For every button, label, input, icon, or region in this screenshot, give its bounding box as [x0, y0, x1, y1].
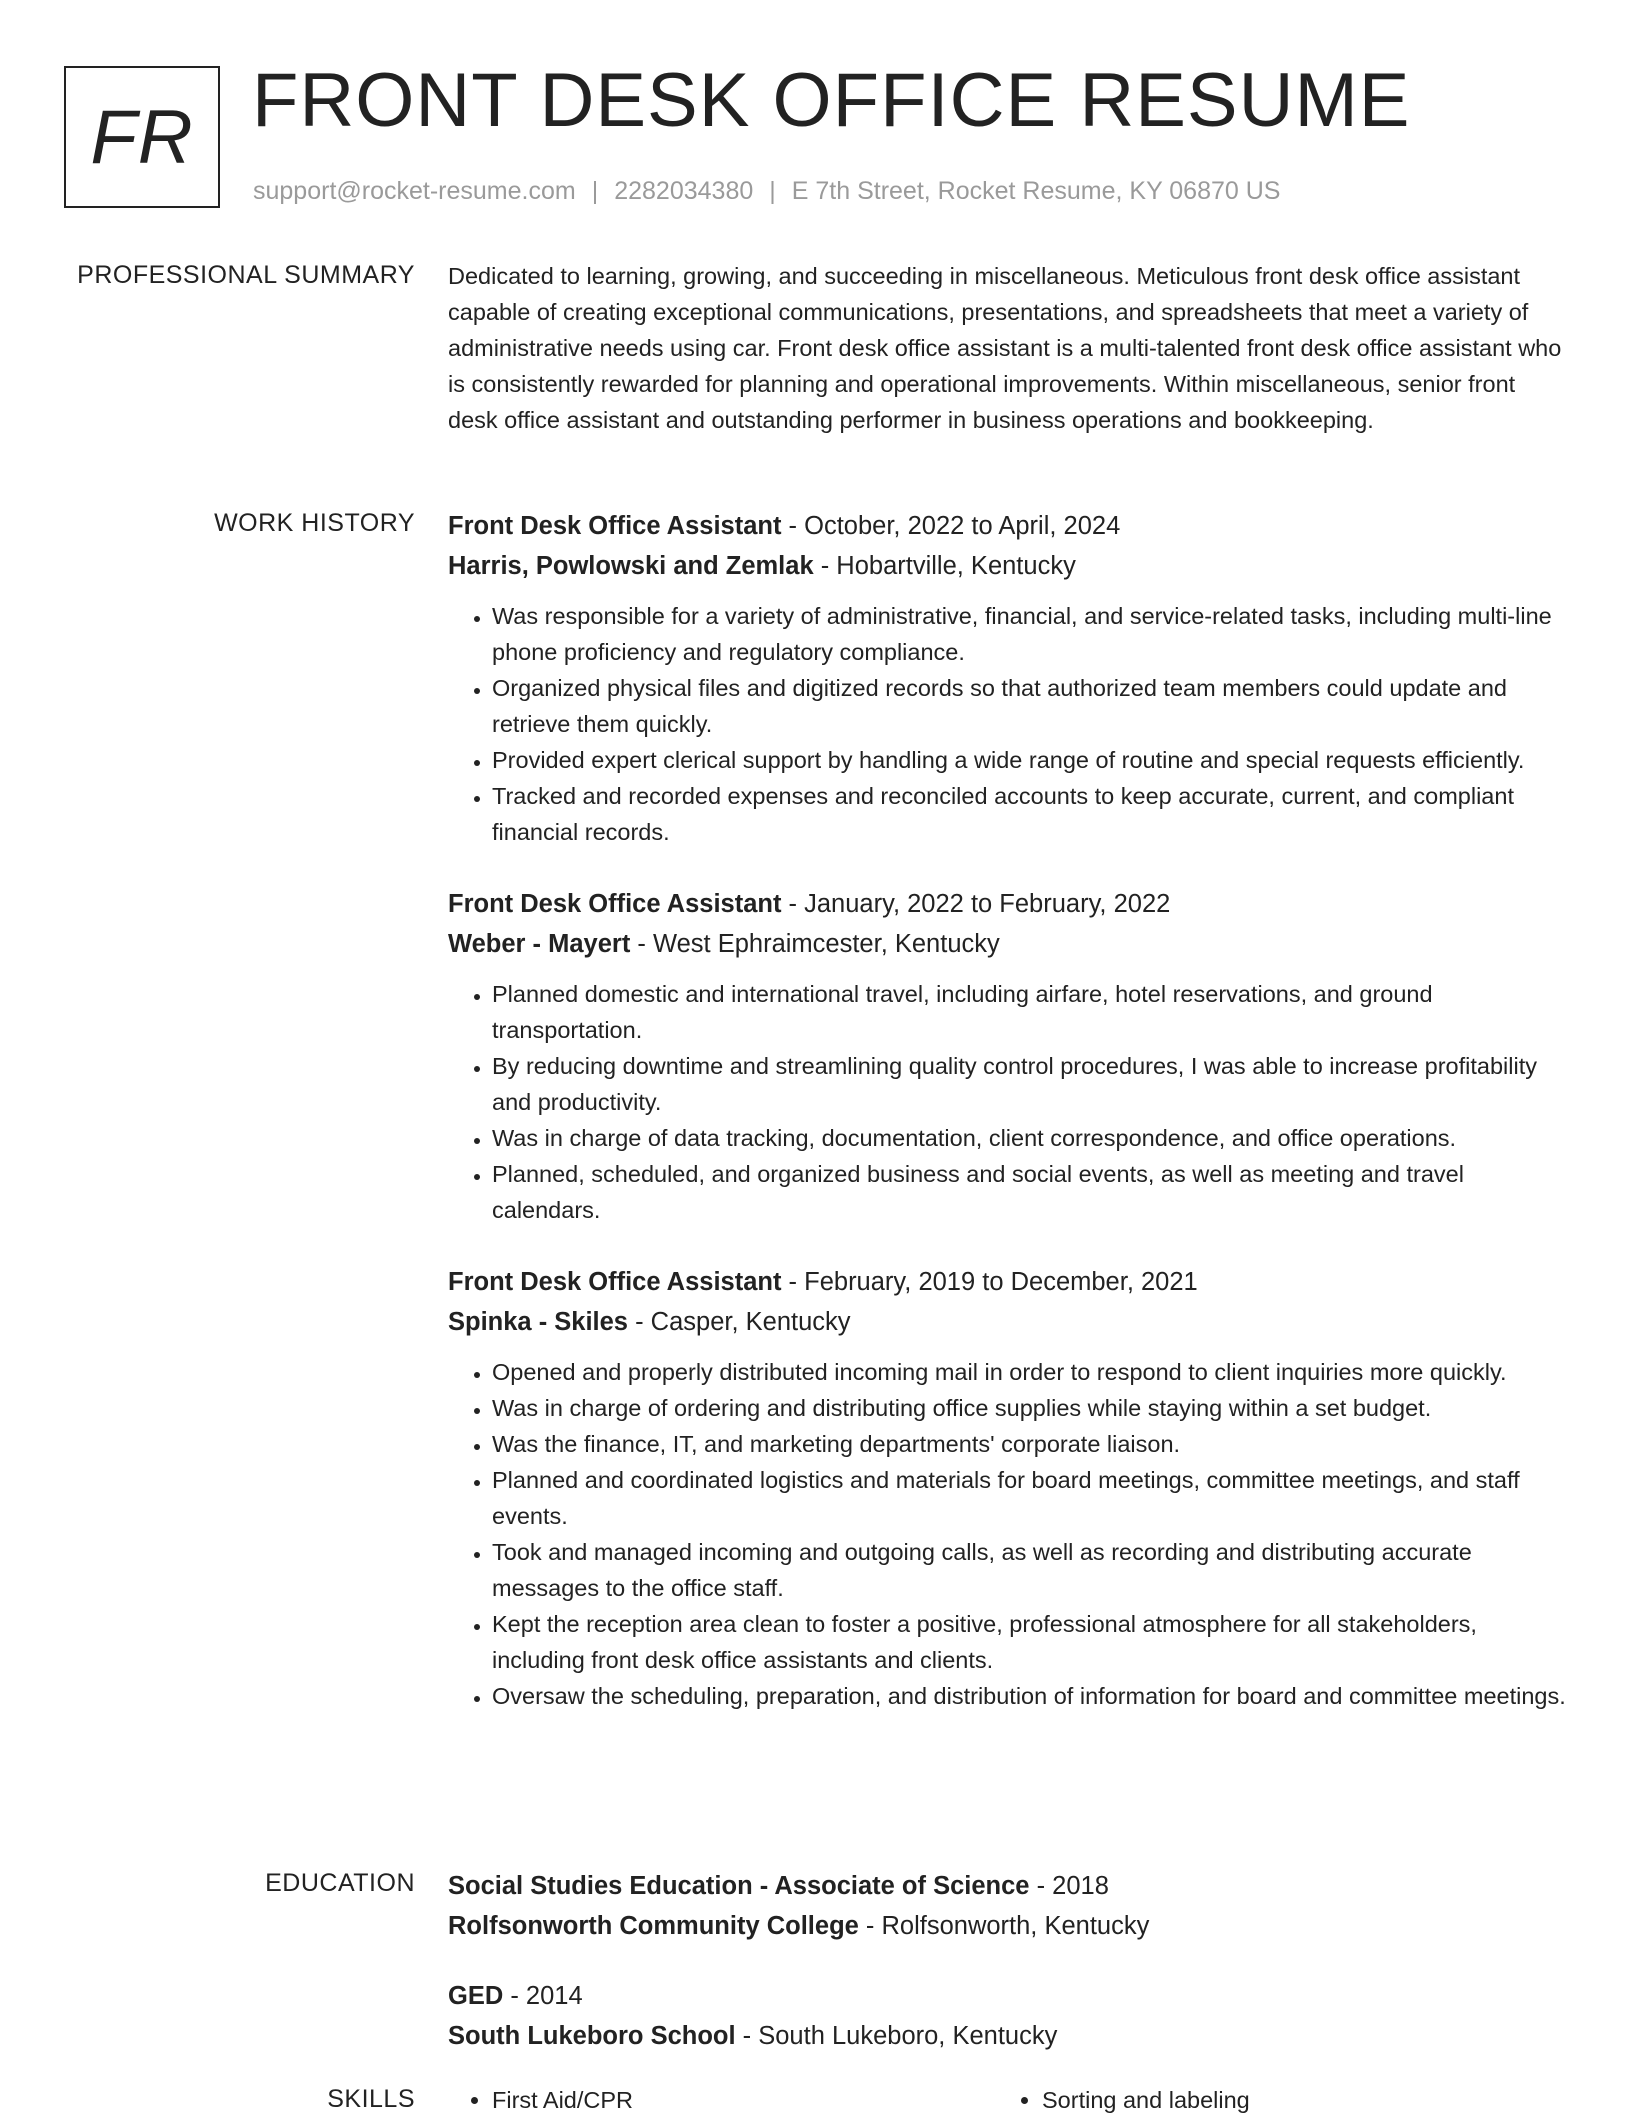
- education-location: - South Lukeboro, Kentucky: [735, 2022, 1058, 2050]
- education-school-line: [448, 1906, 1568, 1946]
- education-entry: [448, 1866, 1568, 1946]
- work-history-body: [448, 506, 1568, 1748]
- education-degree: GED: [448, 1982, 504, 2010]
- job-bullet: • Kept the reception area clean to foster a positive, professional atmosphere for all stakeholders, including front desk office assistants and clients.: [492, 1606, 1568, 1678]
- job-bullet: • Was the finance, IT, and marketing departments' corporate liaison.: [492, 1426, 1568, 1462]
- education-degree: Social Studies Education - Associate of Science: [448, 1872, 1030, 1900]
- skills-grid: [448, 2082, 1568, 2118]
- job-bullets: [448, 976, 1568, 1228]
- job-bullet: • Was in charge of data tracking, documentation, client correspondence, and office operations.: [492, 1120, 1568, 1156]
- job-title: Front Desk Office Assistant: [448, 512, 782, 540]
- skills-list-right: [998, 2082, 1548, 2118]
- job-entry: [448, 884, 1568, 1228]
- job-bullet: • Planned domestic and international travel, including airfare, hotel reservations, and ground transportation.: [492, 976, 1568, 1048]
- job-bullet: • Took and managed incoming and outgoing calls, as well as recording and distributing accurate messages to the office staff.: [492, 1534, 1568, 1606]
- contact-phone[interactable]: 2282034380: [614, 177, 754, 205]
- job-location: - Casper, Kentucky: [628, 1308, 851, 1336]
- education-location: - Rolfsonworth, Kentucky: [858, 1912, 1150, 1940]
- job-location: - Hobartville, Kentucky: [813, 552, 1076, 580]
- education-body: [448, 1866, 1568, 2056]
- job-location: - West Ephraimcester, Kentucky: [630, 930, 1000, 958]
- summary-body: [448, 258, 1568, 438]
- section-label-work-history: WORK HISTORY: [214, 509, 415, 537]
- job-company-line: [448, 1302, 1568, 1342]
- job-bullet: • Planned, scheduled, and organized business and social events, as well as meeting and travel calendars.: [492, 1156, 1568, 1228]
- section-label-skills: SKILLS: [327, 2085, 415, 2113]
- job-title: Front Desk Office Assistant: [448, 890, 782, 918]
- job-bullet: • Oversaw the scheduling, preparation, and distribution of information for board and committee meetings.: [492, 1678, 1568, 1714]
- job-bullet: • Was responsible for a variety of administrative, financial, and service-related tasks, including multi-line phone proficiency and regulatory compliance.: [492, 598, 1568, 670]
- job-dates: - October, 2022 to April, 2024: [781, 512, 1121, 540]
- job-title: Front Desk Office Assistant: [448, 1268, 782, 1296]
- education-year: - 2014: [503, 1982, 583, 2010]
- contact-email[interactable]: support@rocket-resume.com: [253, 177, 576, 205]
- job-bullet: • Opened and properly distributed incoming mail in order to respond to client inquiries more quickly.: [492, 1354, 1568, 1390]
- education-year: - 2018: [1029, 1872, 1109, 1900]
- education-school: Rolfsonworth Community College: [448, 1912, 859, 1940]
- job-bullets: [448, 1354, 1568, 1714]
- section-label-education: EDUCATION: [265, 1869, 415, 1897]
- contact-separator: |: [591, 177, 599, 205]
- job-bullet: • By reducing downtime and streamlining quality control procedures, I was able to increase profitability and productivity.: [492, 1048, 1568, 1120]
- contact-address: E 7th Street, Rocket Resume, KY 06870 US: [791, 177, 1281, 205]
- job-company: Harris, Powlowski and Zemlak: [448, 552, 814, 580]
- job-title-line: [448, 1262, 1568, 1302]
- education-degree-line: [448, 1976, 1568, 2016]
- job-company-line: [448, 924, 1568, 964]
- job-company: Spinka - Skiles: [448, 1308, 628, 1336]
- contact-separator: |: [769, 177, 776, 205]
- education-entry: [448, 1976, 1568, 2056]
- job-title-line: [448, 506, 1568, 546]
- monogram: FR: [64, 66, 220, 208]
- job-bullet: • Was in charge of ordering and distributing office supplies while staying within a set budget.: [492, 1390, 1568, 1426]
- contact-line: [253, 174, 1280, 208]
- job-bullet: • Planned and coordinated logistics and materials for board meetings, committee meetings, and staff events.: [492, 1462, 1568, 1534]
- resume-title: FRONT DESK OFFICE RESUME: [252, 58, 1411, 143]
- job-bullets: [448, 598, 1568, 850]
- job-bullet: • Tracked and recorded expenses and reconciled accounts to keep accurate, current, and compliant financial records.: [492, 778, 1568, 850]
- job-title-line: [448, 884, 1568, 924]
- skills-body: [448, 2082, 1568, 2118]
- education-degree-line: [448, 1866, 1568, 1906]
- education-school: South Lukeboro School: [448, 2022, 736, 2050]
- skill-item: • Sorting and labeling: [1042, 2082, 1548, 2118]
- job-company-line: [448, 546, 1568, 586]
- skill-item: • First Aid/CPR: [492, 2082, 998, 2118]
- job-company: Weber - Mayert: [448, 930, 631, 958]
- job-bullet: • Organized physical files and digitized records so that authorized team members could update and retrieve them quickly.: [492, 670, 1568, 742]
- skills-list-left: [448, 2082, 998, 2118]
- job-entry: [448, 506, 1568, 850]
- section-label-summary: PROFESSIONAL SUMMARY: [77, 261, 415, 289]
- job-dates: - January, 2022 to February, 2022: [781, 890, 1171, 918]
- job-bullet: • Provided expert clerical support by handling a wide range of routine and special requests efficiently.: [492, 742, 1568, 778]
- summary-text: Dedicated to learning, growing, and succeeding in miscellaneous. Meticulous front desk office assistant capable of creating exceptional communications, presentations, and spreadsheets that meet a variety of administrative needs using car. Front desk office assistant is a multi-talented front desk office assistant who is consistently rewarded for planning and operational improvements. Within miscellaneous, senior front desk office assistant and outstanding performer in business operations and bookkeeping.: [448, 263, 1562, 433]
- job-dates: - February, 2019 to December, 2021: [781, 1268, 1198, 1296]
- job-entry: [448, 1262, 1568, 1714]
- education-school-line: [448, 2016, 1568, 2056]
